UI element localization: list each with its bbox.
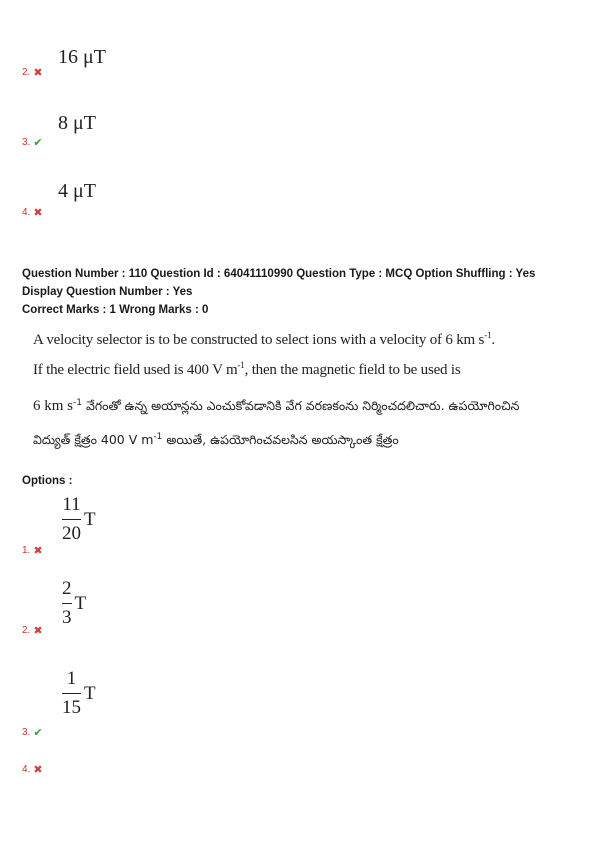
option-number: 2. — [22, 67, 31, 78]
question-text-en-line2: If the electric field used is 400 V $m^{-1}$, then the magnetic field to be used is — [33, 360, 461, 378]
option-1 — [22, 544, 43, 557]
cross-icon: ✖ — [33, 545, 43, 557]
option-number: 1. — [22, 545, 31, 556]
prev-option-3 — [22, 136, 43, 149]
cross-icon: ✖ — [33, 67, 43, 79]
cross-icon: ✖ — [33, 764, 43, 776]
prev-option-2-value: 16 μT — [58, 46, 106, 68]
option-2 — [22, 624, 43, 637]
option-number: 3. — [22, 727, 31, 738]
fraction-bar — [62, 603, 72, 604]
fraction-bar — [62, 693, 81, 694]
unit: T — [84, 508, 96, 530]
question-meta-line3: Correct Marks : 1 Wrong Marks : 0 — [22, 304, 209, 316]
option-number: 4. — [22, 207, 31, 218]
question-meta-line1: Question Number : 110 Question Id : 64041110990 Question Type : MCQ Option Shuffling : Yes — [22, 268, 536, 280]
numerator: 2 — [62, 578, 72, 599]
options-label: Options : — [22, 475, 73, 487]
question-text-te-line1: 6 km $s^{-1}$ వేగంతో ఉన్న అయాన్లను ఎంచుకోవడానికి వేగ వరణకంను నిర్మించదలిచారు. ఉపయోగించిన — [33, 398, 520, 415]
option-3-value — [62, 668, 96, 719]
check-icon: ✔ — [33, 727, 43, 739]
question-meta-line2: Display Question Number : Yes — [22, 286, 193, 298]
denominator: 15 — [62, 697, 81, 718]
option-1-value — [62, 494, 96, 545]
denominator: 3 — [62, 607, 72, 628]
question-text-te-line2: విద్యుత్ క్షేత్రం 400 V $m^{-1}$ అయితే, ఉపయోగించవలసిన అయస్కాంత క్షేత్రం — [33, 432, 399, 448]
option-number: 3. — [22, 137, 31, 148]
option-number: 2. — [22, 625, 31, 636]
check-icon: ✔ — [33, 137, 43, 149]
numerator: 11 — [62, 494, 81, 515]
cross-icon: ✖ — [33, 207, 43, 219]
prev-option-2 — [22, 66, 43, 79]
unit: T — [74, 592, 87, 614]
prev-option-4 — [22, 206, 43, 219]
option-2-value — [62, 578, 86, 629]
cross-icon: ✖ — [33, 625, 43, 637]
option-4 — [22, 763, 43, 776]
fraction-bar — [62, 519, 81, 520]
numerator: 1 — [66, 668, 77, 689]
unit: T — [84, 682, 96, 704]
denominator: 20 — [62, 523, 81, 544]
prev-option-4-value: 4 μT — [58, 180, 96, 202]
prev-option-3-value: 8 μT — [58, 112, 96, 134]
question-text-en-line1: A velocity selector is to be constructed to select ions with a velocity of 6 km $s^{-1}$. — [33, 330, 495, 348]
option-3 — [22, 726, 43, 739]
option-number: 4. — [22, 764, 31, 775]
